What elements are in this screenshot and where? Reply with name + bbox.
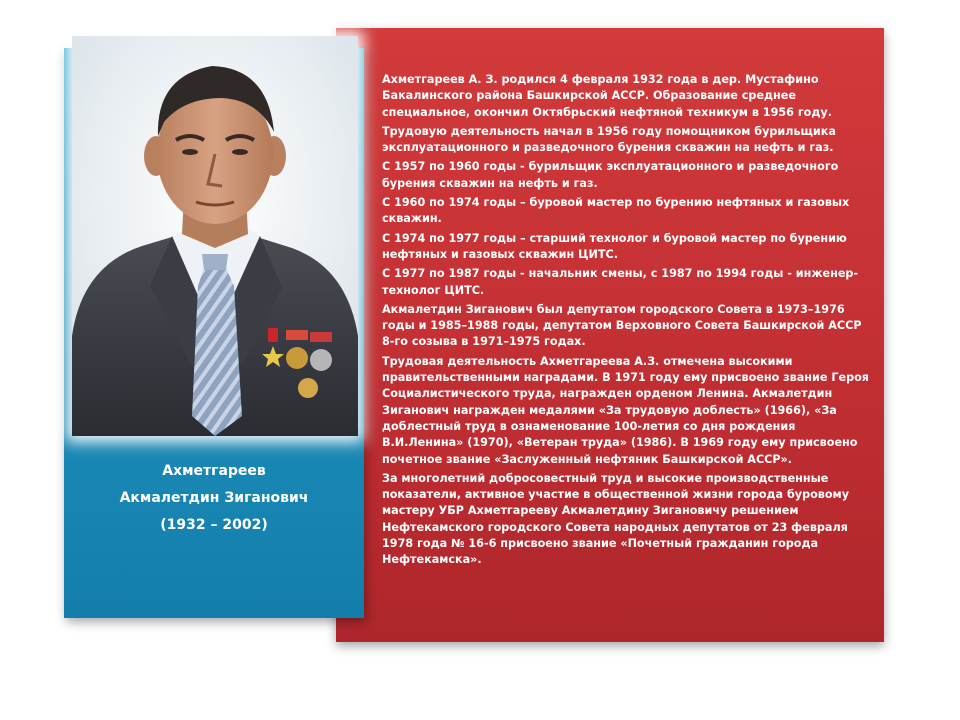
bio-paragraph: Трудовая деятельность Ахметгареева А.З. отмечена высокими правительственными наградами. В 1971 году ему присвоено звание Героя Социалистического труда, награжден орденом Ленина. Акмалетдин Зиганович награжден медалями «За трудовую доблесть» (1966), «За доблестный труд в ознаменование 100-летия со дня рождения В.И.Ленина» (1970), «Ветеран труда» (1986). В 1969 году ему присвоено почетное звание «Заслуженный нефтяник Башкирской АССР». [382, 354, 869, 466]
portrait-caption [64, 458, 364, 539]
bio-paragraph: За многолетний добросовестный труд и высокие производственные показатели, активное участие в общественной жизни города буровому мастеру УБР Ахметгарееву Акмалетдину Зигановичу решением Нефтекамского городского Совета народных депутатов от 23 февраля 1978 года № 16-6 присвоено звание «Почетный гражданин города Нефтекамска». [382, 471, 849, 567]
life-years: (1932 – 2002) [160, 517, 268, 533]
bio-paragraph: Акмалетдин Зиганович был депутатом городского Совета в 1973–1976 годы и 1985–1988 годы, депутатом Верховного Совета Башкирской АССР 8-го созыва в 1971–1975 годах. [382, 302, 862, 349]
person-name: Акмалетдин Зиганович [119, 490, 309, 506]
bio-paragraph: С 1974 по 1977 годы – старший технолог и буровой мастер по бурению нефтяных и газовых скважин ЦИТС. [382, 231, 847, 261]
bio-paragraph: С 1977 по 1987 годы - начальник смены, с 1987 по 1994 годы - инженер-технолог ЦИТС. [382, 267, 859, 297]
bio-paragraph: С 1957 по 1960 годы - бурильщик эксплуатационного и разведочного бурения скважин на нефть и газ. [382, 160, 839, 190]
portrait-photo [72, 36, 358, 436]
person-surname: Ахметгареев [162, 463, 266, 479]
bio-paragraph: С 1960 по 1974 годы – буровой мастер по бурению нефтяных и газовых скважин. [382, 196, 850, 226]
bio-paragraph: Ахметгареев А. З. родился 4 февраля 1932 года в дер. Мустафино Бакалинского района Башкирской АССР. Образование среднее специальное, окончил Октябрьский нефтяной техникум в 1956 году. [382, 73, 832, 119]
biography-text [382, 72, 876, 572]
bio-paragraph: Трудовую деятельность начал в 1956 году помощником бурильщика эксплуатационного и разведочного бурения скважин на нефть и газ. [382, 124, 836, 155]
